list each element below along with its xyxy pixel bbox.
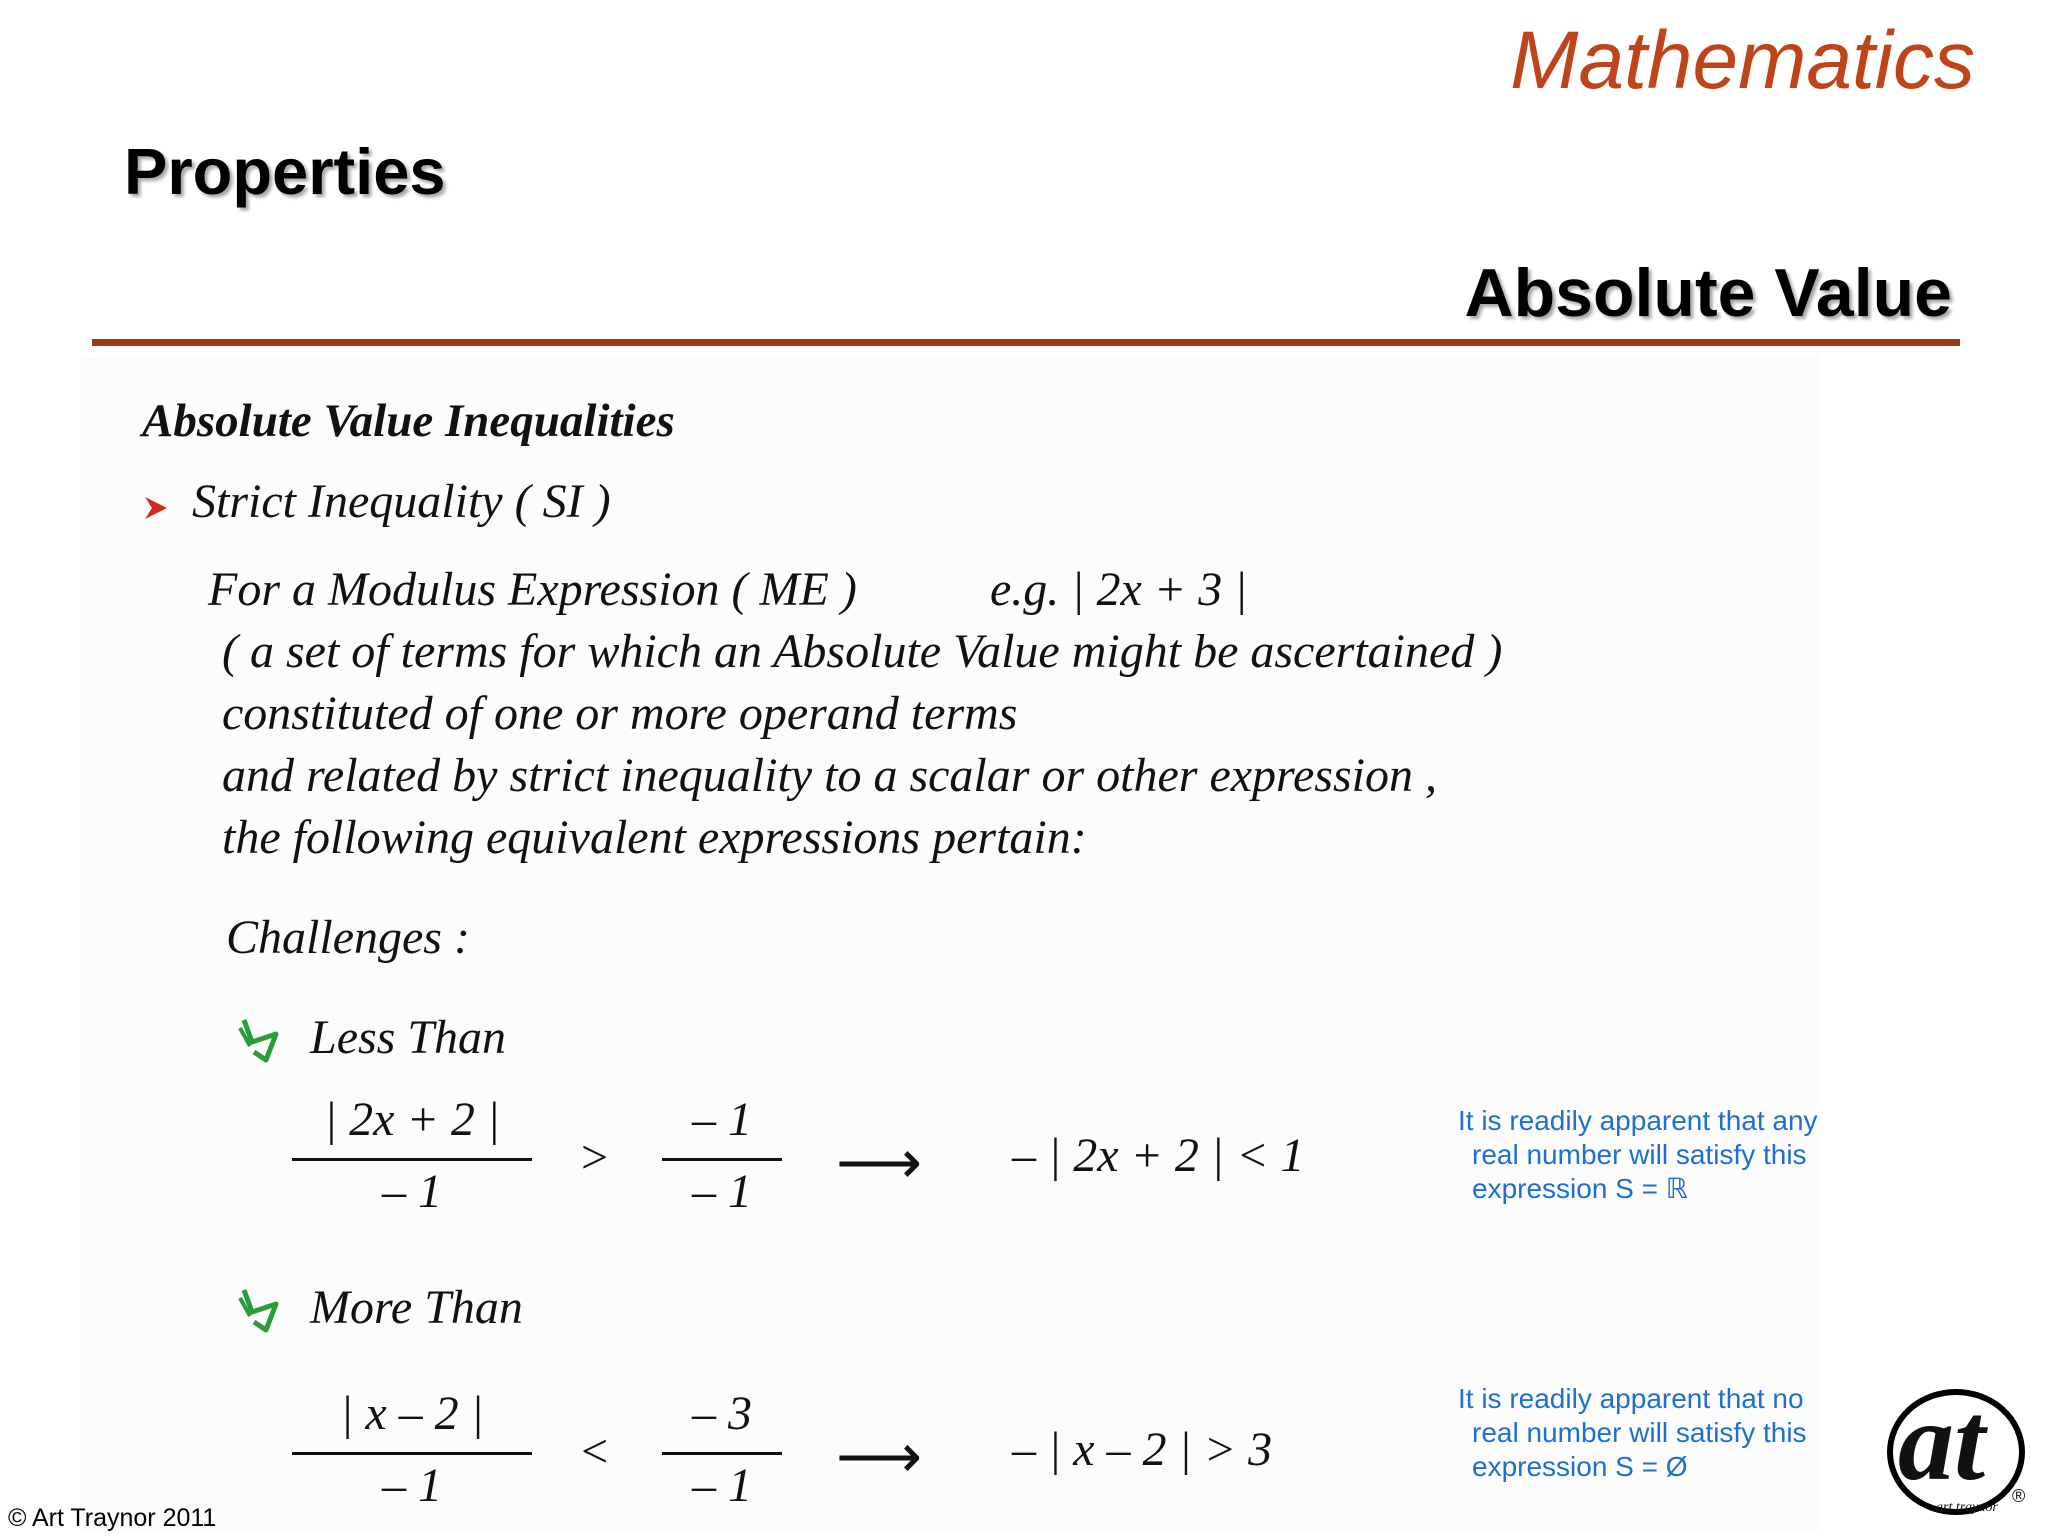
bullet-strict-inequality: Strict Inequality ( SI )	[192, 475, 611, 528]
result-expression: – | x – 2 | > 3	[1012, 1423, 1273, 1476]
note-line-2: real number will satisfy this	[1472, 1417, 1807, 1448]
rhs-fraction-bar	[662, 1158, 782, 1161]
intro-line-4: and related by strict inequality to a scalar or other expression ,	[222, 749, 1437, 802]
intro-line-2: ( a set of terms for which an Absolute Value might be ascertained )	[222, 625, 1503, 678]
lhs-fraction-bar	[292, 1158, 532, 1161]
challenges-label: Challenges :	[226, 911, 470, 964]
note-line-1: It is readily apparent that any	[1458, 1105, 1818, 1136]
relation-symbol: <	[578, 1425, 611, 1478]
rhs-denominator: – 1	[692, 1165, 752, 1218]
subject-title: Mathematics	[1510, 15, 1975, 106]
green-check-arrow-icon	[236, 1286, 282, 1336]
relation-symbol: >	[578, 1131, 611, 1184]
challenge-label-less-than: Less Than	[310, 1011, 507, 1064]
section-title: Absolute Value Inequalities	[142, 395, 675, 447]
lhs-numerator: | x – 2 |	[340, 1387, 484, 1440]
rhs-denominator: – 1	[692, 1459, 752, 1512]
note-line-3: expression S = ℝ	[1472, 1173, 1688, 1204]
intro-line-3: constituted of one or more operand terms	[222, 687, 1018, 740]
implies-arrow: ⟶	[836, 1424, 923, 1490]
implies-arrow: ⟶	[836, 1130, 923, 1196]
green-check-arrow-icon	[236, 1016, 282, 1066]
intro-example: e.g. | 2x + 3 |	[990, 563, 1248, 616]
logo-letters: at	[1898, 1380, 1986, 1504]
art-traynor-logo	[1884, 1382, 2034, 1532]
note-line-2: real number will satisfy this	[1472, 1139, 1807, 1170]
lhs-denominator: – 1	[382, 1459, 442, 1512]
note-line-1: It is readily apparent that no	[1458, 1383, 1804, 1414]
registered-mark: ®	[2012, 1486, 2026, 1506]
lhs-denominator: – 1	[382, 1165, 442, 1218]
intro-line-1: For a Modulus Expression ( ME )	[208, 563, 857, 616]
topic-heading: Properties	[124, 135, 446, 208]
arrowhead-bullet-icon	[143, 494, 169, 522]
copyright-notice: © Art Traynor 2011	[8, 1504, 217, 1532]
subtopic-heading: Absolute Value	[1464, 255, 1952, 331]
challenge-label-more-than: More Than	[310, 1281, 523, 1334]
rhs-fraction-bar	[662, 1452, 782, 1455]
note-line-3: expression S = Ø	[1472, 1451, 1688, 1482]
header-divider	[92, 339, 1960, 346]
intro-line-5: the following equivalent expressions pertain:	[222, 811, 1087, 864]
rhs-numerator: – 3	[692, 1387, 752, 1440]
lhs-fraction-bar	[292, 1452, 532, 1455]
result-expression: – | 2x + 2 | < 1	[1012, 1129, 1305, 1182]
logo-caption: art traynor	[1936, 1500, 1998, 1515]
rhs-numerator: – 1	[692, 1093, 752, 1146]
lhs-numerator: | 2x + 2 |	[323, 1093, 501, 1146]
